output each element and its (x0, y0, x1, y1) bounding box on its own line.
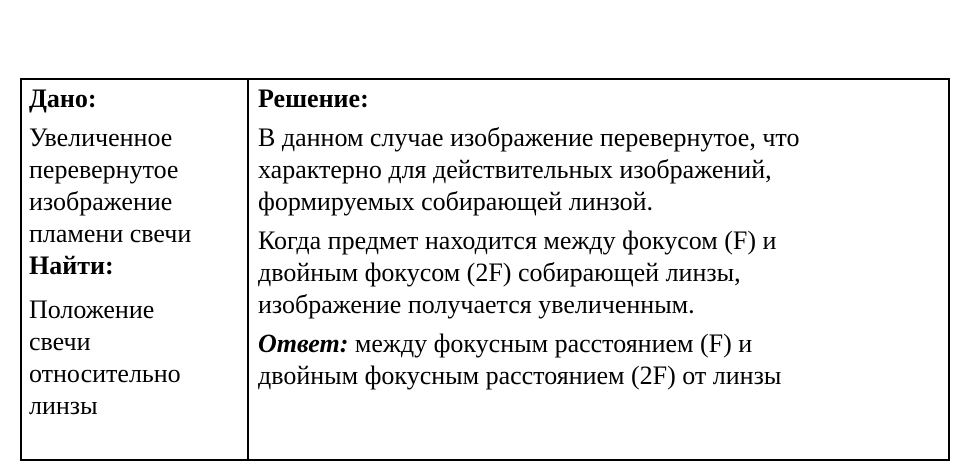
find-line: относительно (29, 359, 181, 388)
given-line: Увеличенное (29, 123, 173, 152)
find-heading: Найти: (29, 251, 114, 280)
solution-heading: Решение: (258, 84, 369, 113)
solution-line: изображение получается увеличенным. (258, 290, 695, 319)
answer-text: между фокусным расстоянием (F) и (348, 329, 753, 358)
solution-table (20, 78, 950, 461)
answer-line: двойным фокусным расстоянием (2F) от линзы (258, 361, 782, 390)
solution-line: формируемых собирающей линзой. (258, 187, 654, 216)
find-line: свечи (29, 327, 91, 356)
solution-line: характерно для действительных изображений, (258, 155, 772, 184)
given-line: изображение (29, 187, 173, 216)
solution-paragraph-1 (258, 122, 948, 218)
find-line: Положение (29, 295, 155, 324)
solution-column (249, 80, 948, 459)
answer-line (258, 328, 948, 360)
find-line: линзы (29, 391, 98, 420)
solution-line: Когда предмет находится между фокусом (F) и (258, 226, 777, 255)
find-text (29, 294, 247, 422)
given-find-column (22, 80, 249, 459)
solution-line: В данном случае изображение перевернутое, что (258, 123, 800, 152)
answer-block (258, 328, 948, 392)
given-line: перевернутое (29, 155, 179, 184)
solution-paragraph-2 (258, 225, 948, 321)
given-line: пламени свечи (29, 219, 192, 248)
answer-label: Ответ: (258, 329, 349, 358)
given-heading: Дано: (29, 84, 97, 113)
given-text (29, 122, 247, 250)
solution-line: двойным фокусом (2F) собирающей линзы, (258, 258, 741, 287)
